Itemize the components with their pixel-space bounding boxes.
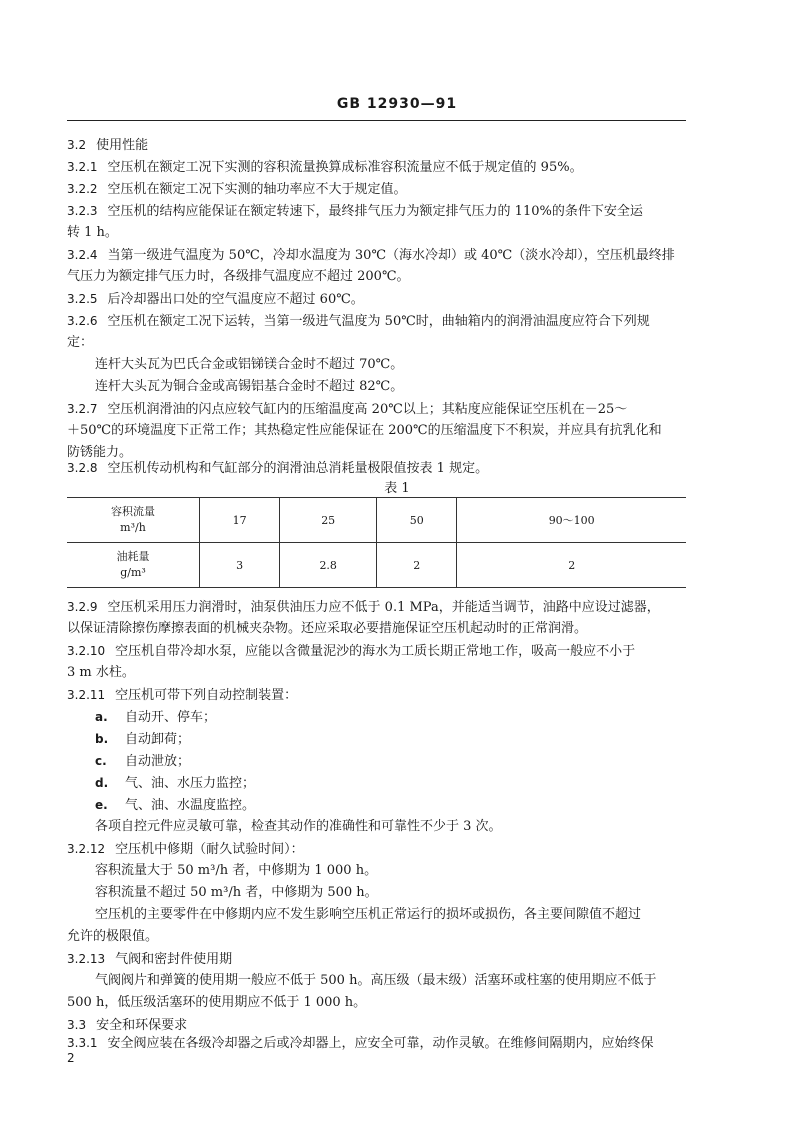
section-3-3-heading [67,1016,686,1035]
clause-number: 3.3.1 [67,1036,98,1050]
table-cell: 2 [457,543,686,588]
table-cell: 25 [280,498,377,543]
list-item [95,730,686,749]
clause-number: 3.2.11 [67,688,106,702]
clause-text: 空压机在额定工况下运转，当第一级进气温度为 50℃时，曲轴箱内的润滑油温度应符合下列规 [107,314,650,329]
oil-consumption-table [67,497,686,588]
clause-number: 3.2.12 [67,842,106,856]
table-cell: 90～100 [457,498,686,543]
row-unit: m³/h [120,521,146,534]
clause-number: 3.2.5 [67,292,98,306]
list-text: 气、油、水压力监控； [125,776,256,791]
table-cell: 2.8 [280,543,377,588]
clause-text: 空压机在额定工况下实测的容积流量换算成标准容积流量应不低于规定值的 95%。 [107,160,583,175]
clause-3-2-7-cont: ＋50℃的环境温度下正常工作；其热稳定性应能保证在 200℃的压缩温度下不积炭，并应具有抗乳化和 [67,423,662,438]
clause-text: 当第一级进气温度为 50℃，冷却水温度为 30℃（海水冷却）或 40℃（淡水冷却），空压机最终排 [107,248,675,263]
clause-3-2-12-sub1: 容积流量大于 50 m³/h 者，中修期为 1 000 h。 [95,863,378,878]
clause-3-2-6-sub1: 连杆大头瓦为巴氏合金或铝锑镁合金时不超过 70℃。 [95,357,404,372]
clause-3-2-3-cont: 转 1 h。 [67,225,118,240]
clause-text: 空压机传动机构和气缸部分的润滑油总消耗量极限值按表 1 规定。 [107,461,489,476]
clause-3-2-11 [67,686,686,705]
clause-3-2-12-para-cont: 允许的极限值。 [67,929,159,944]
clause-text: 空压机中修期（耐久试验时间）： [115,842,304,857]
clause-number: 3.2.13 [67,952,106,966]
clause-number: 3.2.6 [67,314,98,328]
list-item [95,796,686,815]
list-text: 气、油、水温度监控。 [125,798,256,813]
list-label: d. [95,776,109,790]
clause-3-2-12-sub2: 容积流量不超过 50 m³/h 者，中修期为 500 h。 [95,885,378,900]
table-cell: 50 [377,498,457,543]
table-cell: 17 [200,498,280,543]
document-header: GB 12930—91 [336,96,458,112]
clause-3-2-4-cont: 气压力为额定排气压力时，各级排气温度应不超过 200℃。 [67,269,410,284]
list-text: 自动泄放； [125,754,191,769]
clause-number: 3.2.8 [67,461,98,475]
section-3-2-heading [67,136,686,155]
clause-3-2-2 [67,180,686,199]
clause-3-2-13-para-cont: 500 h，低压级活塞环的使用期应不低于 1 000 h。 [67,995,367,1010]
clause-text: 空压机在额定工况下实测的轴功率应不大于规定值。 [107,182,407,197]
clause-text: 空压机润滑油的闪点应较气缸内的压缩温度高 20℃以上；其粘度应能保证空压机在－25～ [107,402,628,417]
row-unit: g/m³ [120,566,146,579]
list-label: c. [95,754,107,768]
clause-number: 3.2.4 [67,248,98,262]
clause-3-2-7-cont2: 防锈能力。 [67,445,133,460]
table-cell: 2 [377,543,457,588]
clause-3-2-6 [67,312,686,331]
clause-3-2-3 [67,202,686,221]
clause-3-2-11-note: 各项自控元件应灵敏可靠，检查其动作的准确性和可靠性不少于 3 次。 [95,819,502,834]
section-number: 3.3 [67,1018,87,1032]
section-title: 安全和环保要求 [96,1018,188,1033]
clause-number: 3.2.7 [67,402,98,416]
clause-number: 3.2.2 [67,182,98,196]
table-row [67,498,686,543]
clause-3-2-5 [67,290,686,309]
clause-text: 空压机的结构应能保证在额定转速下，最终排气压力为额定排气压力的 110%的条件下安全运 [107,204,643,219]
clause-3-2-1 [67,158,686,177]
table-row [67,543,686,588]
clause-3-2-7 [67,400,686,419]
clause-number: 3.2.3 [67,204,98,218]
page-number: 2 [67,1051,75,1065]
clause-number: 3.2.10 [67,644,106,658]
clause-text: 气阀和密封件使用期 [115,952,233,967]
row-header-flow [67,498,200,543]
list-text: 自动卸荷； [125,732,191,747]
row-label: 容积流量 [111,505,155,518]
clause-number: 3.2.1 [67,160,98,174]
clause-3-2-9-cont: 以保证清除擦伤摩擦表面的机械夹杂物。还应采取必要措施保证空压机起动时的正常润滑。 [67,621,588,636]
clause-3-2-10-cont: 3 m 水柱。 [67,665,135,680]
clause-3-2-8 [67,459,686,478]
clause-text: 空压机可带下列自动控制装置： [115,688,298,703]
section-number: 3.2 [67,138,87,152]
clause-text: 安全阀应装在各级冷却器之后或冷却器上，应安全可靠，动作灵敏。在维修间隔期内，应始终保 [107,1036,654,1051]
clause-3-2-13-para: 气阀阀片和弹簧的使用期一般应不低于 500 h。高压级（最末级）活塞环或柱塞的使用期应不低于 [95,973,657,988]
section-title: 使用性能 [96,138,149,153]
clause-3-2-6-sub2: 连杆大头瓦为铜合金或高锡铝基合金时不超过 82℃。 [95,379,404,394]
table-cell: 3 [200,543,280,588]
clause-text: 空压机自带冷却水泵，应能以含微量泥沙的海水为工质长期正常地工作，吸高一般应不小于 [115,644,636,659]
list-item [95,708,686,727]
clause-3-3-1 [67,1034,686,1053]
list-label: e. [95,798,108,812]
table-caption: 表 1 [384,481,410,496]
clause-3-2-12-para: 空压机的主要零件在中修期内应不发生影响空压机正常运行的损坏或损伤，各主要间隙值不超过 [95,907,642,922]
clause-text: 空压机采用压力润滑时，油泵供油压力应不低于 0.1 MPa，并能适当调节，油路中应设过滤器， [107,600,660,615]
clause-text: 后冷却器出口处的空气温度应不超过 60℃。 [107,292,364,307]
list-text: 自动开、停车； [125,710,217,725]
clause-number: 3.2.9 [67,600,98,614]
list-label: b. [95,732,109,746]
list-item [95,774,686,793]
row-header-oil [67,543,200,588]
clause-3-2-10 [67,642,686,661]
clause-3-2-12 [67,840,686,859]
clause-3-2-6-cont: 定： [67,335,94,350]
row-label: 油耗量 [116,550,150,563]
clause-3-2-4 [67,246,686,265]
clause-3-2-9 [67,598,686,617]
list-item [95,752,686,771]
list-label: a. [95,710,108,724]
header-rule [67,120,686,121]
clause-3-2-13 [67,950,686,969]
